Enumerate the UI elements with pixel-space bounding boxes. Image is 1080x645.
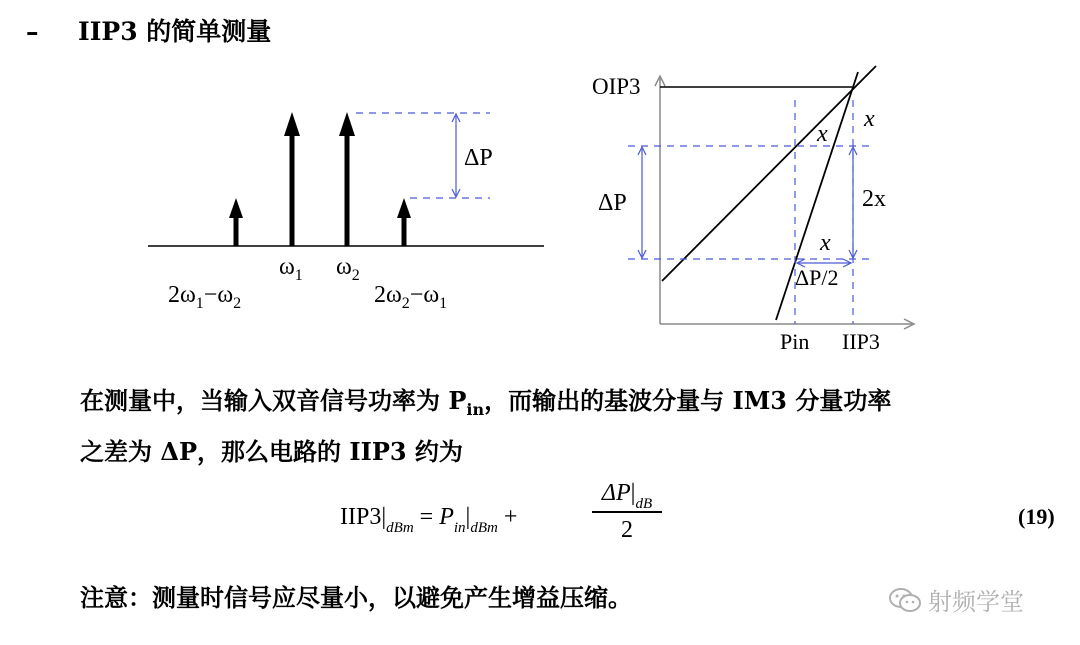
fundamental-tone-2 — [339, 112, 355, 246]
im3-left-label: $2\omega_1-\omega_2$ — [168, 282, 242, 312]
equation-19 — [0, 480, 1080, 560]
description-paragraph — [80, 380, 1060, 473]
deltap-half-label: ΔP/2 — [795, 265, 839, 290]
paragraph-line-1: 在测量中，当输入双音信号功率为 $P_{in}$，而输出的基波分量与 IM3 分量功率 — [80, 386, 892, 419]
iip3-label: IIP3 — [842, 329, 880, 354]
fraction-numerator: $\Delta P|_{dB}$ — [592, 480, 662, 513]
fraction-denominator: 2 — [621, 517, 633, 543]
watermark-text: 射频学堂 — [928, 588, 1024, 616]
fundamental-tone-1 — [284, 112, 300, 246]
paragraph-line-2: 之差为 ΔP，那么电路的 IIP3 约为 — [80, 436, 463, 466]
bullet-dash: – — [26, 17, 39, 46]
two-x-bracket — [849, 147, 857, 258]
watermark — [888, 582, 1024, 619]
graph-deltap-label: ΔP — [598, 190, 627, 216]
x-label-top: x — [864, 106, 875, 132]
im3-right-label: $2\omega_2-\omega_1$ — [374, 282, 448, 312]
heading-title: IIP3 的简单测量 — [78, 17, 272, 46]
deltap-bracket — [452, 114, 460, 197]
pin-label: Pin — [780, 329, 810, 354]
wechat-icon — [888, 587, 922, 619]
fundamental-line — [662, 66, 876, 281]
two-x-label: 2x — [862, 186, 886, 212]
equation-fraction — [592, 480, 662, 544]
x-label-low: x — [820, 230, 831, 256]
equation-lhs: $IIP3|_{dBm} = P_{in}|_{dBm}$ + — [340, 504, 518, 536]
equation-number: (19) — [1018, 504, 1055, 529]
oip3-label: OIP3 — [592, 74, 641, 99]
spectrum-diagram — [148, 112, 544, 312]
omega2-label: $\omega_2$ — [336, 254, 360, 284]
im3-left-tone — [229, 198, 243, 246]
graph-deltap-bracket — [638, 147, 646, 258]
im3-right-tone — [397, 198, 411, 246]
spectrum-deltap-label: ΔP — [464, 145, 493, 171]
omega1-label: $\omega_1$ — [279, 254, 303, 284]
x-label-mid: x — [817, 121, 828, 147]
note-text: 注意：测量时信号应尽量小，以避免产生增益压缩。 — [80, 583, 632, 612]
iip3-graph — [592, 66, 914, 354]
